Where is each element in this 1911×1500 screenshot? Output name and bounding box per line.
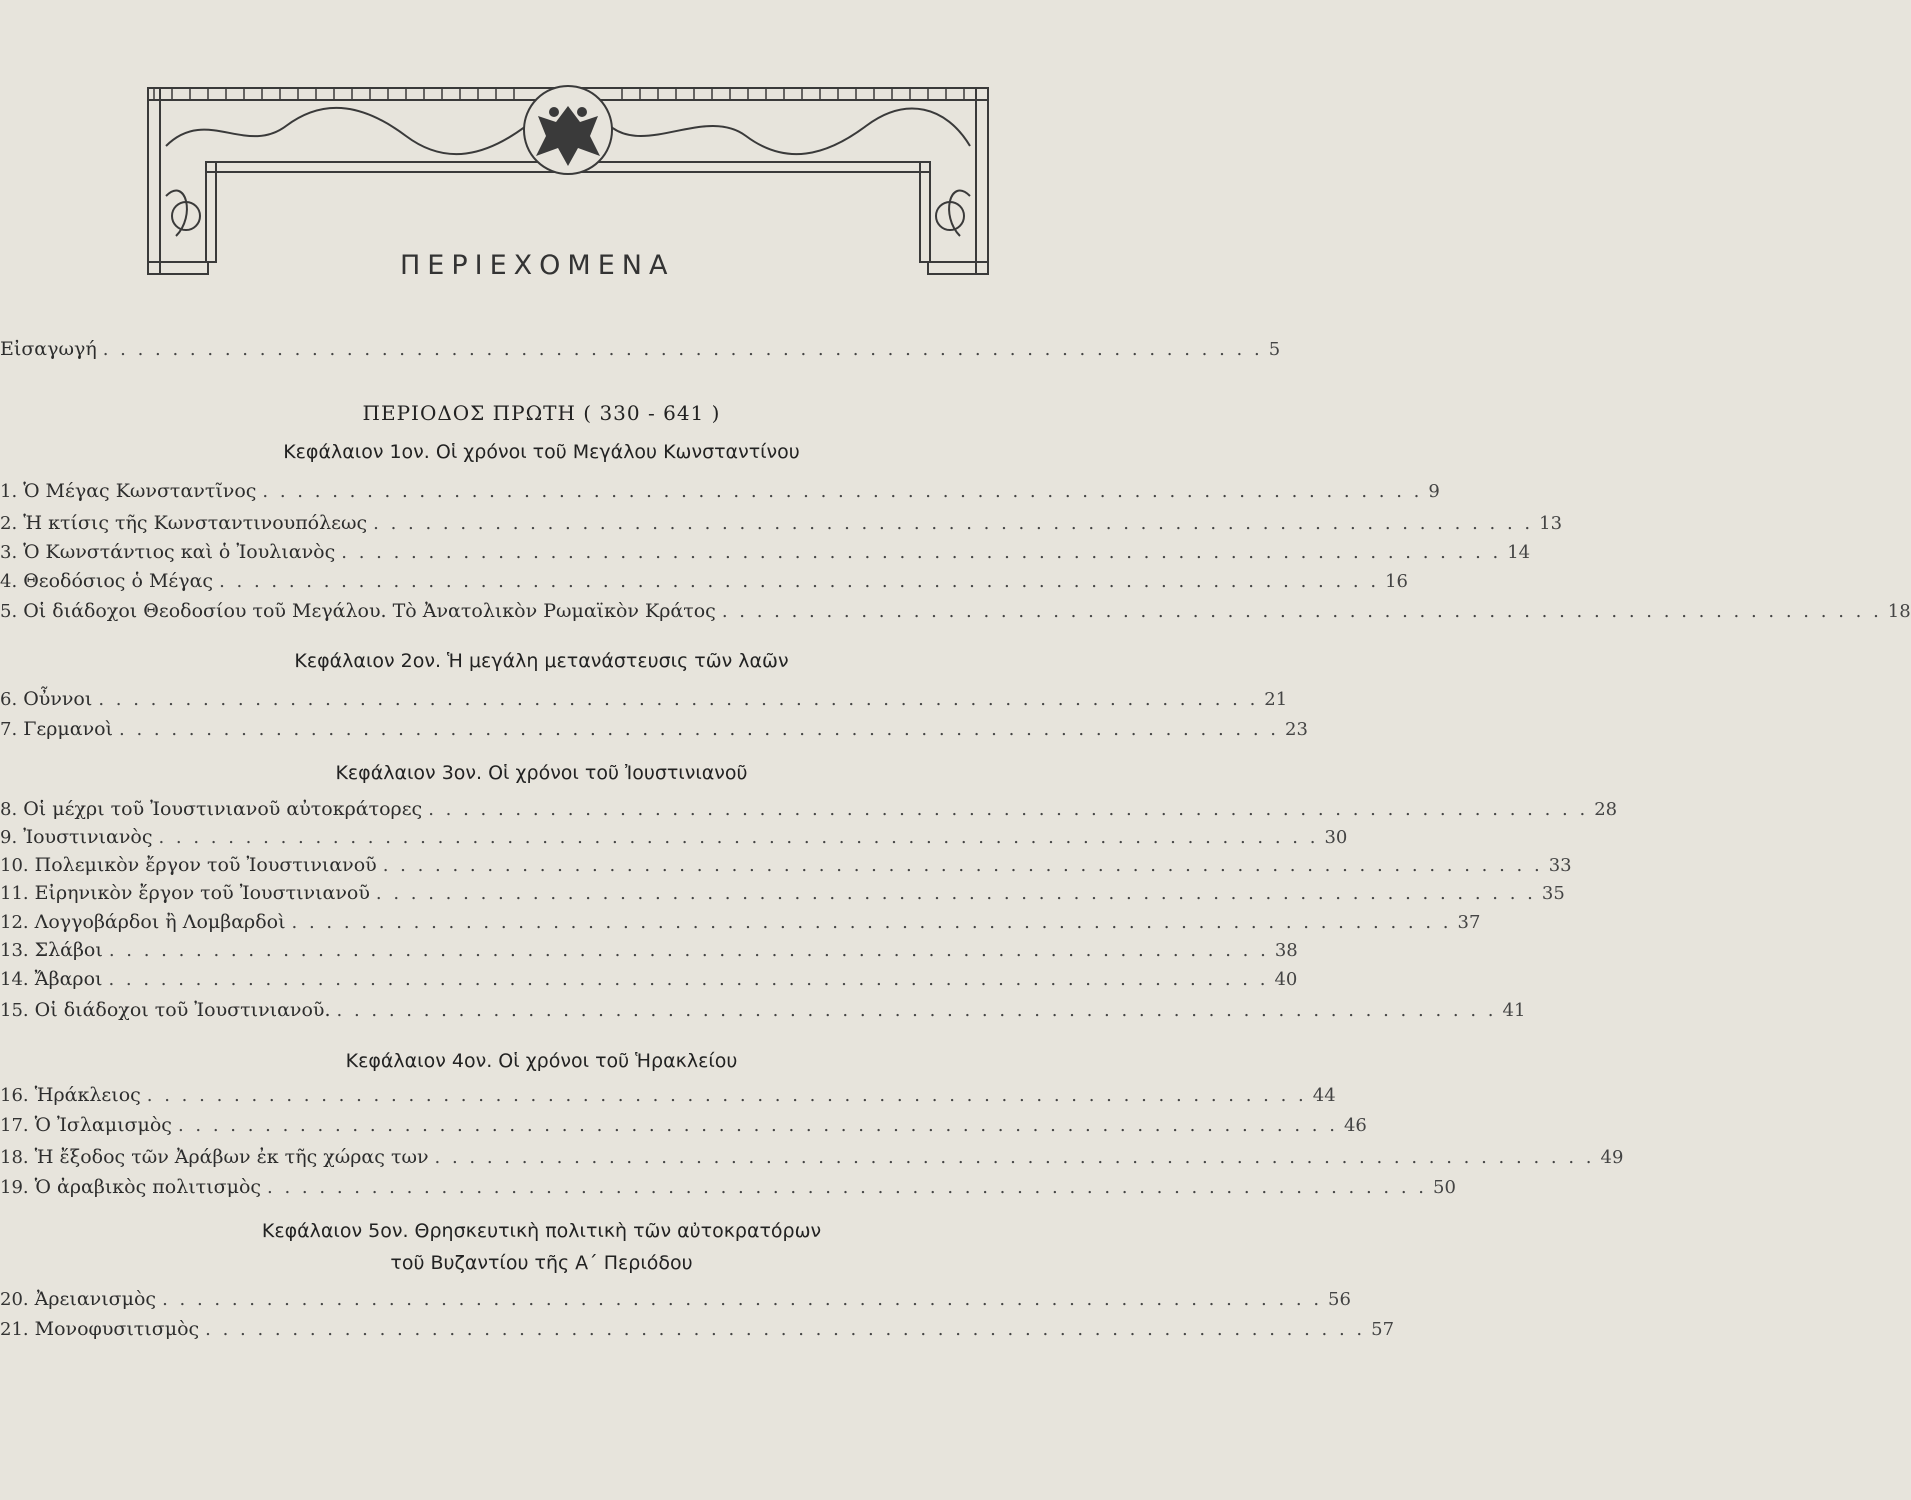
entry-label: Θεοδόσιος ὁ Μέγας <box>23 570 214 592</box>
toc-entry <box>0 999 1526 1029</box>
entry-label: Ἰουστινιανὸς <box>23 826 153 848</box>
entry-number: 4. <box>0 571 18 592</box>
toc-entry <box>0 570 1408 600</box>
dot-leader: . . . . . . . . . . . . . . . . . . . . . . . . . . . . . . . . . . . . . . . . . . . . . . . . . . . . . . . . . . . . . . . . . . . <box>102 339 1263 360</box>
toc-entry <box>0 600 1911 630</box>
entry-label: Ὁ Μέγας Κωνσταντῖνος <box>23 480 257 502</box>
toc-entry <box>0 939 1298 969</box>
toc-entry <box>0 688 1288 718</box>
double-headed-eagle-icon <box>524 86 612 174</box>
dot-leader: . . . . . . . . . . . . . . . . . . . . . . . . . . . . . . . . . . . . . . . . . . . . . . . . . . . . . . . . . . . . . . . . . . . <box>341 542 1502 563</box>
toc-entry <box>0 718 1308 748</box>
entry-label: Μονοφυσιτισμὸς <box>34 1318 200 1340</box>
entry-label: Ἡράκλειος <box>34 1084 141 1106</box>
entry-label: Εἰσαγωγή <box>0 338 97 360</box>
entry-label: Οὖννοι <box>23 688 93 710</box>
dot-leader: . . . . . . . . . . . . . . . . . . . . . . . . . . . . . . . . . . . . . . . . . . . . . . . . . . . . . . . . . . . . . . . . . . . <box>205 1319 1366 1340</box>
entry-page: 44 <box>1312 1085 1336 1106</box>
toc-entry <box>0 882 1565 912</box>
entry-number: 1. <box>0 481 18 502</box>
entry-label: Γερμανοὶ <box>23 718 114 740</box>
toc-entry <box>0 968 1298 998</box>
entry-page: 9 <box>1428 481 1440 502</box>
entry-label: Ὁ Ἰσλαμισμὸς <box>34 1114 172 1136</box>
toc-entry <box>0 512 1563 542</box>
entry-label: Εἰρηνικὸν ἔργον τοῦ Ἰουστινιανοῦ <box>34 882 370 904</box>
toc-entry <box>0 798 1618 828</box>
entry-number: 2. <box>0 513 18 534</box>
entry-label: Ἡ κτίσις τῆς Κωνσταντινουπόλεως <box>23 512 368 534</box>
chapter-heading-2: Κεφάλαιον 2ον. Ἡ μεγάλη μετανάστευσις τῶν λαῶν <box>294 650 789 672</box>
entry-number: 11. <box>0 883 29 904</box>
dot-leader: . . . . . . . . . . . . . . . . . . . . . . . . . . . . . . . . . . . . . . . . . . . . . . . . . . . . . . . . . . . . . . . . . . . <box>375 883 1536 904</box>
entry-page: 13 <box>1539 513 1563 534</box>
chapter-heading-3: Κεφάλαιον 3ον. Οἱ χρόνοι τοῦ Ἰουστινιανοῦ <box>335 762 748 784</box>
toc-entry <box>0 1318 1395 1348</box>
entry-page: 14 <box>1507 542 1531 563</box>
entry-label: Πολεμικὸν ἔργον τοῦ Ἰουστινιανοῦ <box>34 854 377 876</box>
toc-entry <box>0 826 1348 856</box>
entry-label: Οἱ μέχρι τοῦ Ἰουστινιανοῦ αὐτοκράτορες <box>23 798 423 820</box>
dot-leader: . . . . . . . . . . . . . . . . . . . . . . . . . . . . . . . . . . . . . . . . . . . . . . . . . . . . . . . . . . . . . . . . . . . <box>108 940 1269 961</box>
toc-entry <box>0 541 1531 571</box>
entry-label: Σλάβοι <box>34 939 103 961</box>
chapter-heading-4: Κεφάλαιον 4ον. Οἱ χρόνοι τοῦ Ἡρακλείου <box>345 1050 738 1072</box>
entry-number: 3. <box>0 542 18 563</box>
dot-leader: . . . . . . . . . . . . . . . . . . . . . . . . . . . . . . . . . . . . . . . . . . . . . . . . . . . . . . . . . . . . . . . . . . . <box>158 827 1319 848</box>
entry-page: 30 <box>1324 827 1348 848</box>
entry-label: Οἱ διάδοχοι τοῦ Ἰουστινιανοῦ. <box>34 999 331 1021</box>
entry-number: 9. <box>0 827 18 848</box>
chapter-heading-5-line2: τοῦ Βυζαντίου τῆς Α΄ Περιόδου <box>390 1252 693 1274</box>
entry-page: 37 <box>1457 912 1481 933</box>
chapter-heading-5: Κεφάλαιον 5ον. Θρησκευτικὴ πολιτικὴ τῶν αὐτοκρατόρων <box>261 1220 822 1242</box>
page-title: ΠΕΡΙΕΧΟΜΕΝΑ <box>400 250 675 281</box>
entry-page: 50 <box>1433 1177 1456 1198</box>
dot-leader: . . . . . . . . . . . . . . . . . . . . . . . . . . . . . . . . . . . . . . . . . . . . . . . . . . . . . . . . . . . . . . . . . . . <box>162 1289 1323 1310</box>
chapter-heading-1: Κεφάλαιον 1ον. Οἱ χρόνοι τοῦ Μεγάλου Κωνσταντίνου <box>283 441 800 463</box>
dot-leader: . . . . . . . . . . . . . . . . . . . . . . . . . . . . . . . . . . . . . . . . . . . . . . . . . . . . . . . . . . . . . . . . . . . <box>721 601 1882 622</box>
entry-number: 19. <box>0 1177 29 1198</box>
entry-number: 12. <box>0 912 29 933</box>
dot-leader: . . . . . . . . . . . . . . . . . . . . . . . . . . . . . . . . . . . . . . . . . . . . . . . . . . . . . . . . . . . . . . . . . . . <box>267 1177 1428 1198</box>
entry-label: Ὁ Κωνστάντιος καὶ ὁ Ἰουλιανὸς <box>23 541 336 563</box>
dot-leader: . . . . . . . . . . . . . . . . . . . . . . . . . . . . . . . . . . . . . . . . . . . . . . . . . . . . . . . . . . . . . . . . . . . <box>219 571 1380 592</box>
entry-number: 18. <box>0 1147 29 1168</box>
dot-leader: . . . . . . . . . . . . . . . . . . . . . . . . . . . . . . . . . . . . . . . . . . . . . . . . . . . . . . . . . . . . . . . . . . . <box>428 799 1589 820</box>
toc-entry-intro <box>0 338 1281 368</box>
toc-entry <box>0 480 1440 510</box>
entry-page: 23 <box>1285 719 1308 740</box>
entry-label: Ἄβαροι <box>34 968 103 990</box>
entry-number: 16. <box>0 1085 29 1106</box>
entry-page: 5 <box>1268 339 1281 360</box>
dot-leader: . . . . . . . . . . . . . . . . . . . . . . . . . . . . . . . . . . . . . . . . . . . . . . . . . . . . . . . . . . . . . . . . . . . <box>146 1085 1307 1106</box>
entry-page: 56 <box>1328 1289 1351 1310</box>
entry-page: 46 <box>1343 1115 1367 1136</box>
dot-leader: . . . . . . . . . . . . . . . . . . . . . . . . . . . . . . . . . . . . . . . . . . . . . . . . . . . . . . . . . . . . . . . . . . . <box>262 481 1423 502</box>
dot-leader: . . . . . . . . . . . . . . . . . . . . . . . . . . . . . . . . . . . . . . . . . . . . . . . . . . . . . . . . . . . . . . . . . . . <box>336 1000 1497 1021</box>
toc-entry <box>0 854 1572 884</box>
period-heading: ΠΕΡΙΟΔΟΣ ΠΡΩΤΗ ( 330 - 641 ) <box>362 401 721 425</box>
entry-page: 33 <box>1548 855 1572 876</box>
dot-leader: . . . . . . . . . . . . . . . . . . . . . . . . . . . . . . . . . . . . . . . . . . . . . . . . . . . . . . . . . . . . . . . . . . . <box>291 912 1452 933</box>
entry-number: 20. <box>0 1289 29 1310</box>
entry-label: Οἱ διάδοχοι Θεοδοσίου τοῦ Μεγάλου. Τὸ Ἀνατολικὸν Ρωμαϊκὸν Κράτος <box>23 600 716 622</box>
entry-page: 18 <box>1887 601 1911 622</box>
entry-page: 41 <box>1502 1000 1526 1021</box>
entry-number: 10. <box>0 855 29 876</box>
dot-leader: . . . . . . . . . . . . . . . . . . . . . . . . . . . . . . . . . . . . . . . . . . . . . . . . . . . . . . . . . . . . . . . . . . . <box>177 1115 1338 1136</box>
entry-number: 15. <box>0 1000 29 1021</box>
entry-page: 16 <box>1385 571 1408 592</box>
entry-number: 6. <box>0 689 18 710</box>
dot-leader: . . . . . . . . . . . . . . . . . . . . . . . . . . . . . . . . . . . . . . . . . . . . . . . . . . . . . . . . . . . . . . . . . . . <box>373 513 1534 534</box>
dot-leader: . . . . . . . . . . . . . . . . . . . . . . . . . . . . . . . . . . . . . . . . . . . . . . . . . . . . . . . . . . . . . . . . . . . <box>119 719 1279 740</box>
entry-page: 38 <box>1274 940 1298 961</box>
toc-entry <box>0 1146 1624 1176</box>
toc-entry <box>0 911 1481 941</box>
entry-number: 8. <box>0 799 18 820</box>
entry-number: 14. <box>0 969 29 990</box>
entry-number: 7. <box>0 719 18 740</box>
dot-leader: . . . . . . . . . . . . . . . . . . . . . . . . . . . . . . . . . . . . . . . . . . . . . . . . . . . . . . . . . . . . . . . . . . . <box>108 969 1269 990</box>
entry-page: 35 <box>1541 883 1565 904</box>
byzantine-eagle-ornament <box>146 86 990 276</box>
entry-label: Ὁ ἀραβικὸς πολιτισμὸς <box>34 1176 262 1198</box>
entry-page: 40 <box>1274 969 1298 990</box>
dot-leader: . . . . . . . . . . . . . . . . . . . . . . . . . . . . . . . . . . . . . . . . . . . . . . . . . . . . . . . . . . . . . . . . . . . <box>382 855 1543 876</box>
toc-entry <box>0 1114 1367 1144</box>
toc-entry <box>0 1176 1456 1206</box>
entry-number: 13. <box>0 940 29 961</box>
toc-entry <box>0 1084 1336 1114</box>
entry-label: Ἡ ἔξοδος τῶν Ἀράβων ἐκ τῆς χώρας των <box>34 1146 429 1168</box>
entry-number: 17. <box>0 1115 29 1136</box>
dot-leader: . . . . . . . . . . . . . . . . . . . . . . . . . . . . . . . . . . . . . . . . . . . . . . . . . . . . . . . . . . . . . . . . . . . <box>434 1147 1595 1168</box>
entry-number: 21. <box>0 1319 29 1340</box>
entry-page: 21 <box>1264 689 1288 710</box>
entry-page: 49 <box>1600 1147 1624 1168</box>
entry-label: Ἀρειανισμὸς <box>34 1288 157 1310</box>
entry-label: Λογγοβάρδοι ἢ Λομβαρδοὶ <box>34 911 286 933</box>
entry-page: 28 <box>1594 799 1618 820</box>
entry-number: 5. <box>0 601 18 622</box>
toc-entry <box>0 1288 1351 1318</box>
entry-page: 57 <box>1371 1319 1395 1340</box>
dot-leader: . . . . . . . . . . . . . . . . . . . . . . . . . . . . . . . . . . . . . . . . . . . . . . . . . . . . . . . . . . . . . . . . . . . <box>98 689 1259 710</box>
